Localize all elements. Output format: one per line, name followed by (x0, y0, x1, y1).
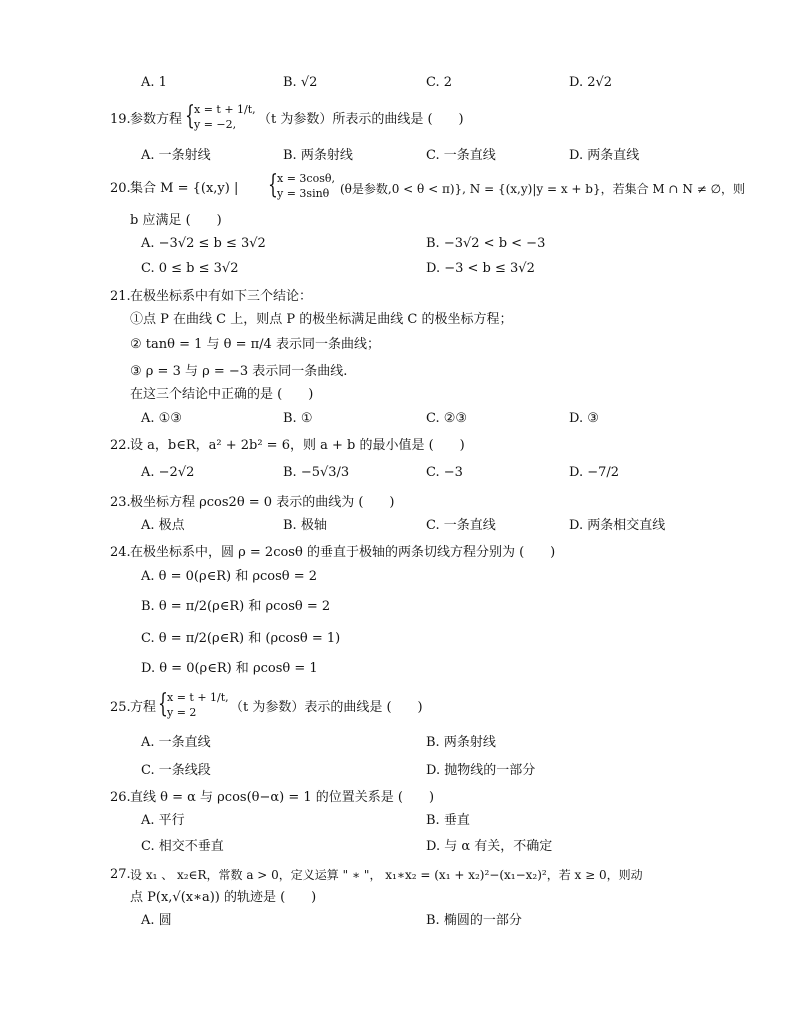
q26-option-a: A. 平行 (141, 813, 185, 828)
q19-option-a: A. 一条射线 (141, 148, 211, 163)
q26-option-c: C. 相交不垂直 (141, 839, 224, 854)
q20-system-line2: y = 3sinθ (277, 187, 330, 200)
q22-option-d: D. −7/2 (569, 465, 620, 480)
q19-suffix: （t 为参数）所表示的曲线是 ( ) (258, 112, 464, 127)
q25-option-c: C. 一条线段 (141, 763, 211, 778)
q27-option-b: B. 椭圆的一部分 (426, 913, 522, 928)
q20-option-c: C. 0 ≤ b ≤ 3√2 (141, 261, 239, 276)
q23-option-d: D. 两条相交直线 (569, 518, 666, 533)
q22-option-b: B. −5√3/3 (283, 465, 350, 480)
q18-option-d: D. 2√2 (569, 75, 613, 90)
q21-conclusion-1: ①点 P 在曲线 C 上，则点 P 的极坐标满足曲线 C 的极坐标方程； (130, 312, 513, 327)
q27-number: 27. (110, 867, 131, 882)
q22-number: 22. (110, 438, 131, 453)
q19-option-d: D. 两条直线 (569, 148, 640, 163)
q18-option-c: C. 2 (426, 75, 453, 90)
q25-option-b: B. 两条射线 (426, 735, 496, 750)
q24-option-d: D. θ = 0(ρ∈R) 和 ρcosθ = 1 (141, 661, 318, 676)
q23-stem: 极坐标方程 ρcos2θ = 0 表示的曲线为 ( ) (130, 495, 395, 510)
q23-number: 23. (110, 495, 131, 510)
q20-option-d: D. −3 < b ≤ 3√2 (426, 261, 535, 276)
q18-option-a: A. 1 (141, 75, 167, 90)
q25-option-a: A. 一条直线 (141, 735, 211, 750)
q20-suffix: (θ是参数,0 < θ < π)}, N = {(x,y)|y = x + b}，若集合 M ∩ N ≠ ∅，则 (340, 182, 746, 196)
q20-option-b: B. −3√2 < b < −3 (426, 236, 546, 251)
q20-option-a: A. −3√2 ≤ b ≤ 3√2 (141, 236, 266, 251)
q25-system-line1: x = t + 1/t, (167, 691, 229, 704)
q19-option-b: B. 两条射线 (283, 148, 353, 163)
q26-number: 26. (110, 790, 131, 805)
q19-brace: { (185, 101, 195, 131)
q21-conclusion-2: ② tanθ = 1 与 θ = π/4 表示同一条曲线； (130, 337, 380, 352)
q19-system-line1: x = t + 1/t, (194, 103, 256, 116)
q25-system-line2: y = 2 (167, 706, 197, 719)
q27-line1: 设 x₁ 、 x₂∈R，常数 a > 0，定义运算 " ∗ "， x₁∗x₂ = (x₁ + x₂)²−(x₁−x₂)²，若 x ≥ 0，则动 (130, 868, 643, 882)
q20-line2: b 应满足 ( ) (130, 213, 222, 228)
q21-number: 21. (110, 289, 131, 304)
q19-option-c: C. 一条直线 (426, 148, 496, 163)
q27-option-a: A. 圆 (141, 913, 172, 928)
q26-stem: 直线 θ = α 与 ρcos(θ−α) = 1 的位置关系是 ( ) (130, 790, 435, 805)
q23-option-a: A. 极点 (141, 518, 185, 533)
q21-option-c: C. ②③ (426, 411, 468, 426)
q24-number: 24. (110, 545, 131, 560)
q20-number: 20. (110, 181, 131, 196)
q23-option-b: B. 极轴 (283, 518, 327, 533)
q21-option-d: D. ③ (569, 411, 599, 426)
q22-option-c: C. −3 (426, 465, 463, 480)
q21-stem: 在极坐标系中有如下三个结论： (130, 289, 313, 304)
q24-stem: 在极坐标系中，圆 ρ = 2cosθ 的垂直于极轴的两条切线方程分别为 ( ) (130, 545, 556, 560)
q23-option-c: C. 一条直线 (426, 518, 496, 533)
q24-option-a: A. θ = 0(ρ∈R) 和 ρcosθ = 2 (141, 569, 318, 584)
q21-ask: 在这三个结论中正确的是 ( ) (130, 387, 314, 402)
q25-brace: { (158, 689, 168, 719)
q22-stem: 设 a，b∈R，a² + 2b² = 6，则 a + b 的最小值是 ( ) (130, 438, 465, 453)
q25-option-d: D. 抛物线的一部分 (426, 763, 536, 778)
q20-system-line1: x = 3cosθ, (277, 172, 335, 185)
q20-brace: { (268, 170, 278, 200)
q24-option-c: C. θ = π/2(ρ∈R) 和 (ρcosθ = 1) (141, 631, 341, 646)
q19-number: 19. (110, 112, 131, 127)
q19-prefix: 参数方程 (130, 112, 183, 127)
q21-conclusion-3: ③ ρ = 3 与 ρ = −3 表示同一条曲线. (130, 364, 348, 379)
q19-system-line2: y = −2, (194, 118, 237, 131)
q21-option-a: A. ①③ (141, 411, 182, 426)
q21-option-b: B. ① (283, 411, 313, 426)
q26-option-d: D. 与 α 有关，不确定 (426, 839, 553, 854)
q20-prefix: 集合 M = {(x,y) | (130, 181, 239, 196)
q27-line2: 点 P(x,√(x∗a)) 的轨迹是 ( ) (130, 890, 317, 905)
q22-option-a: A. −2√2 (141, 465, 195, 480)
q26-option-b: B. 垂直 (426, 813, 470, 828)
q25-prefix: 方程 (130, 700, 157, 715)
q25-suffix: （t 为参数）表示的曲线是 ( ) (230, 700, 423, 715)
q24-option-b: B. θ = π/2(ρ∈R) 和 ρcosθ = 2 (141, 599, 331, 614)
q18-option-b: B. √2 (283, 75, 318, 90)
q25-number: 25. (110, 700, 131, 715)
